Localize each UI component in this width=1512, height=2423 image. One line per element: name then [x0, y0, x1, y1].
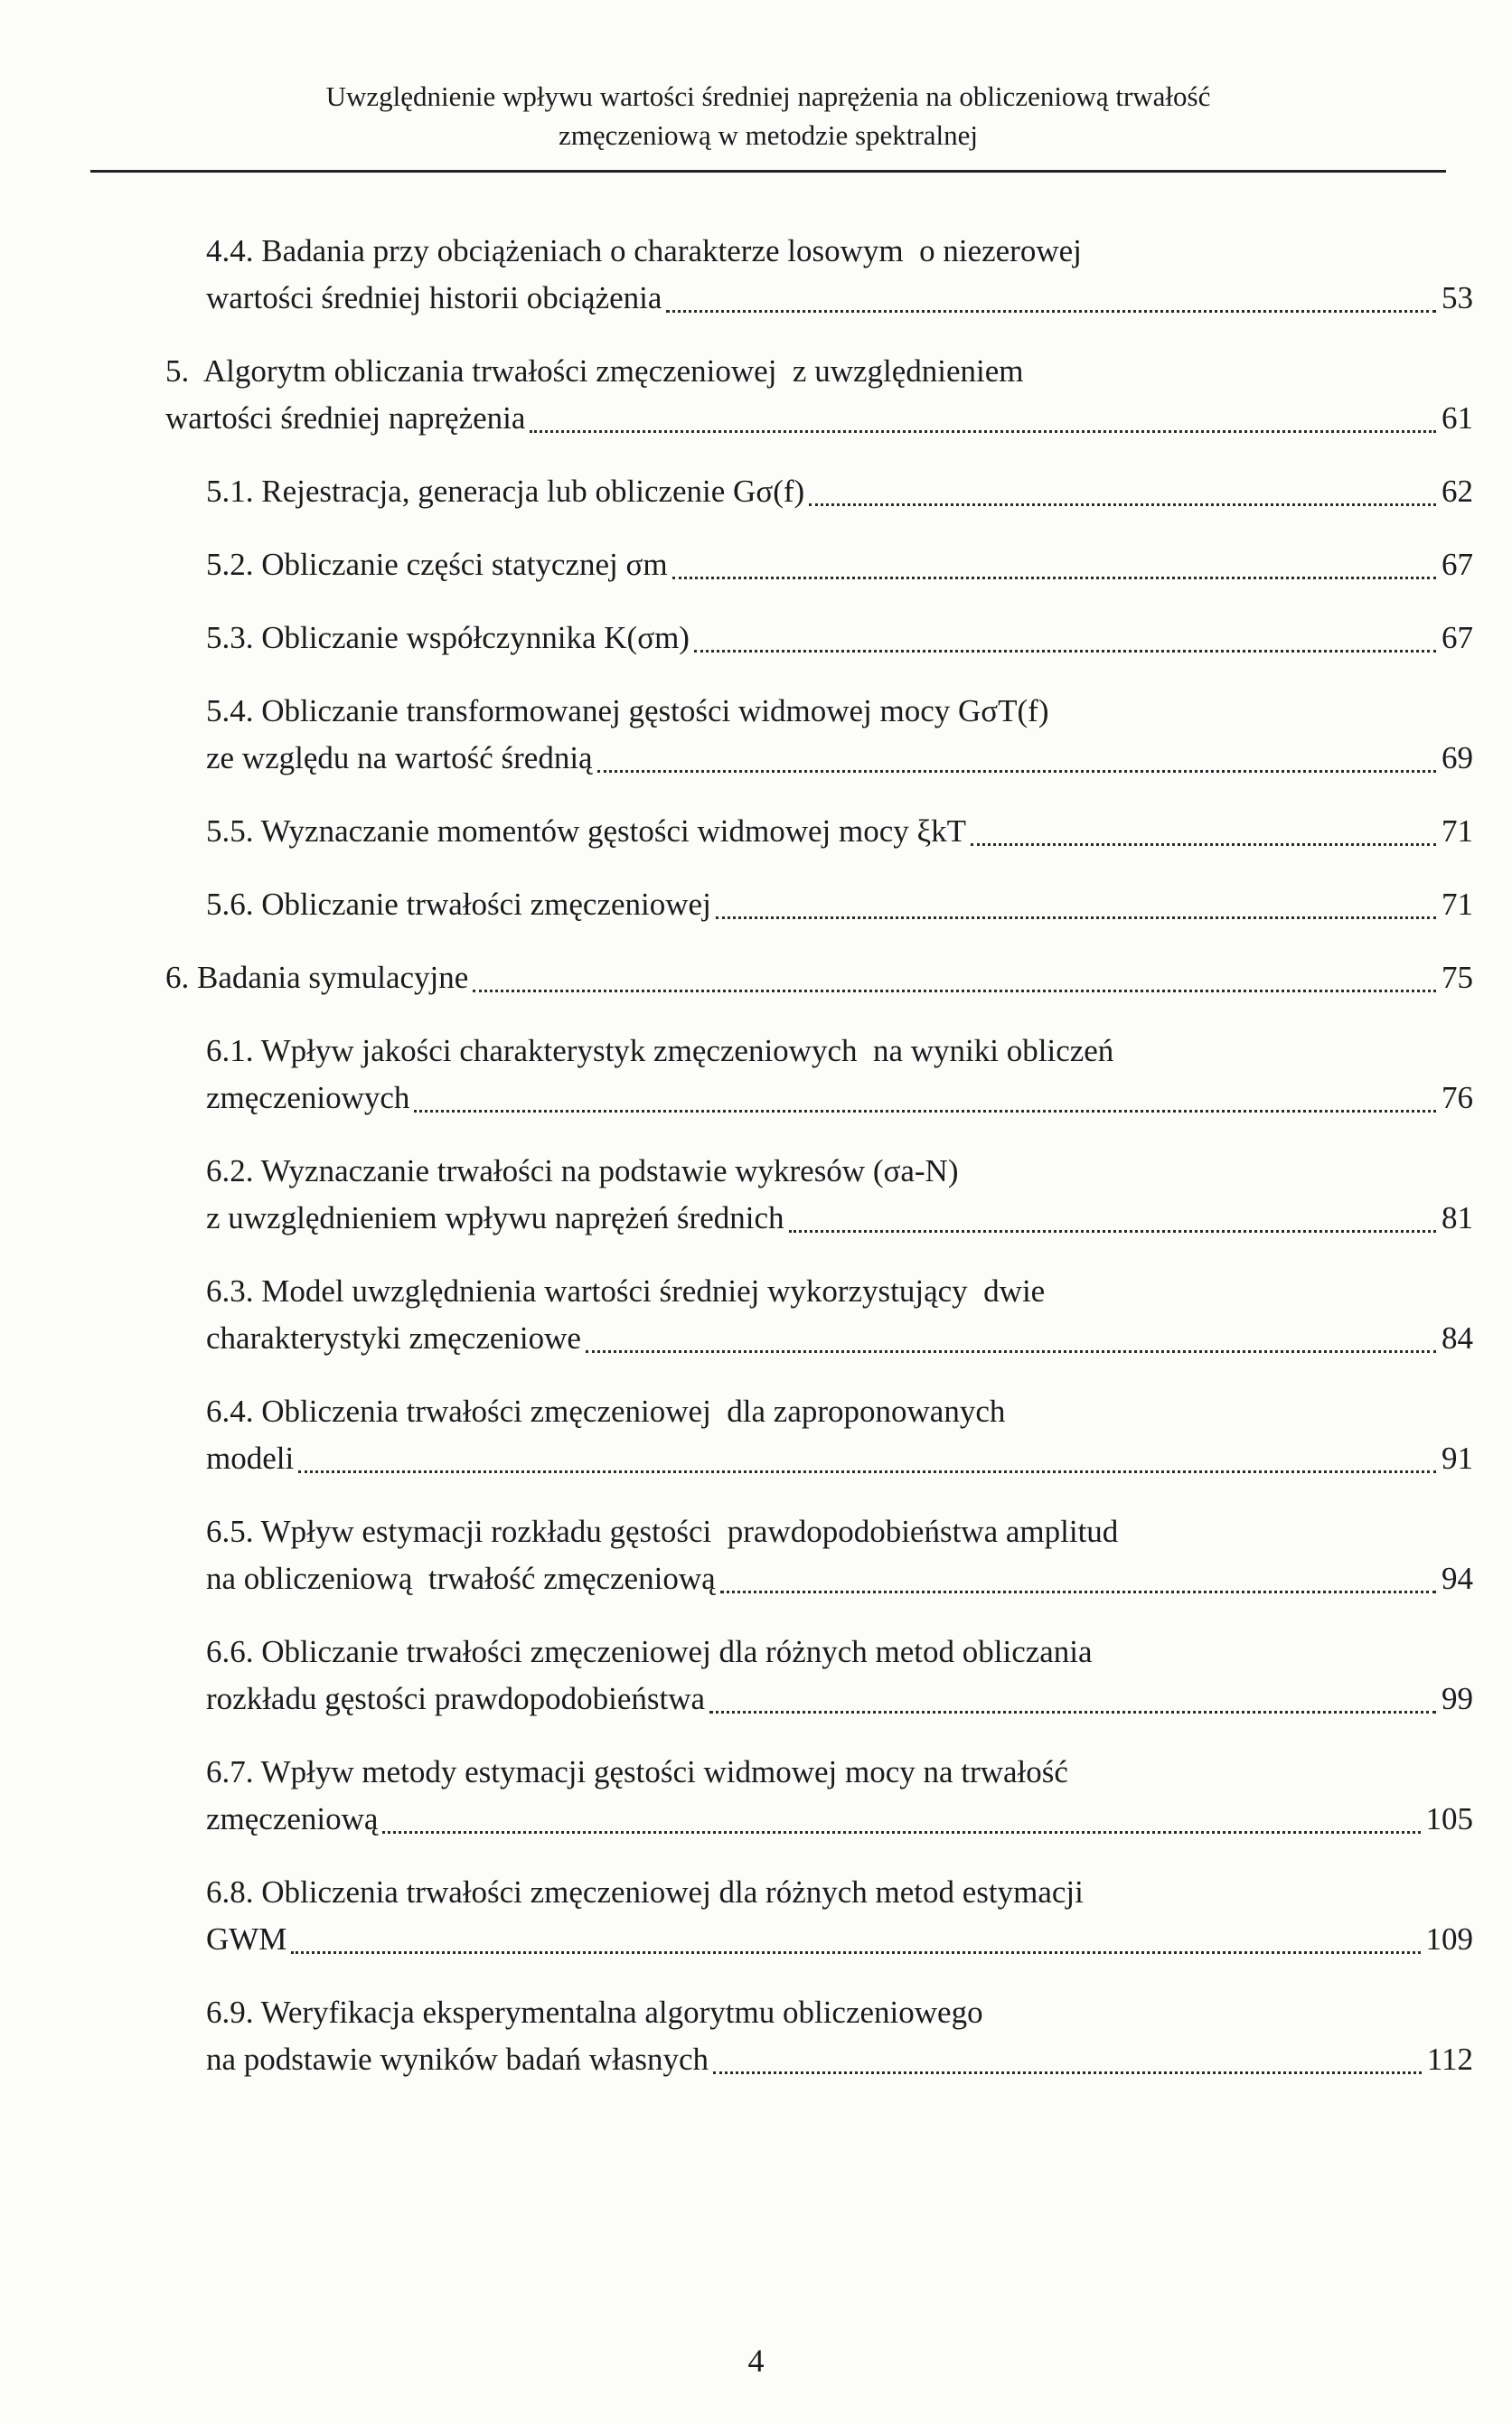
toc-entry-line: 6.5. Wpływ estymacji rozkładu gęstości prawdopodobieństwa amplitud	[206, 1514, 1119, 1549]
toc-entry	[165, 228, 1473, 322]
toc-entry-line: 6.1. Wpływ jakości charakterystyk zmęczeniowych na wyniki obliczeń	[206, 1033, 1114, 1068]
dotted-leader	[473, 990, 1436, 992]
toc-entry-lastline	[206, 881, 1473, 928]
toc-entry	[165, 808, 1473, 855]
toc-entry	[165, 688, 1473, 782]
toc-entry-line: 6.6. Obliczanie trwałości zmęczeniowej dla różnych metod obliczania	[206, 1634, 1093, 1669]
toc-entry	[165, 615, 1473, 662]
toc-entry	[165, 1508, 1473, 1602]
toc-page-number: 112	[1426, 2042, 1473, 2077]
dotted-leader	[809, 503, 1436, 506]
toc-entry-text: GWM	[206, 1921, 287, 1957]
toc-entry-text: ze względu na wartość średnią	[206, 740, 593, 775]
toc-list	[165, 228, 1473, 2109]
toc-entry-text: modeli	[206, 1441, 295, 1476]
toc-entry	[165, 348, 1473, 442]
toc-entry-lastline	[206, 1315, 1473, 1362]
toc-page-number: 53	[1442, 280, 1473, 315]
toc-entry	[165, 1148, 1473, 1242]
toc-entry-line: 6.2. Wyznaczanie trwałości na podstawie wykresów (σa-N)	[206, 1153, 959, 1188]
toc-entry	[165, 541, 1473, 588]
toc-entry-text: wartości średniej naprężenia	[165, 400, 526, 436]
toc-entry	[165, 1388, 1473, 1482]
toc-page-number: 76	[1442, 1080, 1473, 1115]
dotted-leader	[713, 2071, 1422, 2074]
dotted-leader	[586, 1350, 1436, 1353]
toc-entry-line: 4.4. Badania przy obciążeniach o charakterze losowym o niezerowej	[206, 233, 1082, 268]
toc-entry-lastline	[206, 1075, 1473, 1122]
toc-entry-lastline	[206, 275, 1473, 322]
running-head-line2: zmęczeniową w metodzie spektralnej	[559, 118, 978, 151]
toc-entry-line: 6.4. Obliczenia trwałości zmęczeniowej dla zaproponowanych	[206, 1394, 1006, 1429]
toc-entry-lastline	[206, 1555, 1473, 1602]
toc-entry-text: 5.3. Obliczanie współczynnika K(σm)	[206, 620, 690, 655]
dotted-leader	[298, 1470, 1436, 1473]
dotted-leader	[789, 1230, 1437, 1233]
toc-entry-text: 5.5. Wyznaczanie momentów gęstości widmowej mocy ξkT	[206, 813, 966, 849]
toc-entry-line: 5.4. Obliczanie transformowanej gęstości widmowej mocy GσT(f)	[206, 693, 1049, 728]
toc-entry-lastline	[206, 1195, 1473, 1242]
toc-entry-text: 5.2. Obliczanie części statycznej σm	[206, 547, 668, 582]
toc-entry	[165, 468, 1473, 515]
toc-entry-text: na podstawie wyników badań własnych	[206, 2042, 709, 2077]
toc-entry	[165, 1989, 1473, 2083]
toc-entry	[165, 1629, 1473, 1723]
toc-page-number: 105	[1425, 1801, 1473, 1836]
toc-entry-text: zmęczeniowych	[206, 1080, 410, 1115]
toc-entry	[165, 954, 1473, 1001]
toc-entry-lastline	[206, 615, 1473, 662]
toc-entry-lastline	[206, 1676, 1473, 1723]
toc-entry-line: 6.3. Model uwzględnienia wartości średniej wykorzystujący dwie	[206, 1273, 1046, 1309]
toc-page-number: 67	[1442, 547, 1473, 582]
toc-page-number: 94	[1442, 1561, 1473, 1596]
toc-entry-text: z uwzględnieniem wpływu naprężeń średnich	[206, 1200, 784, 1235]
toc-entry	[165, 1268, 1473, 1362]
toc-entry-lastline	[165, 395, 1473, 442]
dotted-leader	[971, 843, 1436, 846]
running-head	[90, 78, 1446, 173]
toc-entry	[165, 1028, 1473, 1122]
toc-page-number: 62	[1442, 474, 1473, 509]
toc-entry-text: 5.6. Obliczanie trwałości zmęczeniowej	[206, 887, 711, 922]
toc-entry-line: 5. Algorytm obliczania trwałości zmęczeniowej z uwzględnieniem	[165, 353, 1024, 389]
toc-entry-lastline	[206, 1796, 1473, 1843]
toc-page-number: 61	[1442, 400, 1473, 436]
dotted-leader	[694, 650, 1436, 653]
running-head-line1: Uwzględnienie wpływu wartości średniej naprężenia na obliczeniową trwałość	[325, 80, 1211, 112]
toc-entry-text: 6. Badania symulacyjne	[165, 960, 469, 995]
toc-entry-line: 6.8. Obliczenia trwałości zmęczeniowej dla różnych metod estymacji	[206, 1874, 1084, 1910]
dotted-leader	[672, 577, 1436, 579]
toc-entry-line: 6.7. Wpływ metody estymacji gęstości widmowej mocy na trwałość	[206, 1754, 1068, 1789]
dotted-leader	[720, 1591, 1436, 1593]
toc-page-number: 69	[1442, 740, 1473, 775]
toc-page-number: 91	[1442, 1441, 1473, 1476]
toc-entry-text: 5.1. Rejestracja, generacja lub obliczenie Gσ(f)	[206, 474, 805, 509]
toc-entry-lastline	[206, 1435, 1473, 1482]
toc-entry	[165, 881, 1473, 928]
toc-entry-lastline	[206, 808, 1473, 855]
toc-entry-lastline	[206, 1916, 1473, 1963]
toc-page-number: 99	[1442, 1681, 1473, 1716]
toc-page-number: 71	[1442, 813, 1473, 849]
toc-entry-lastline	[206, 2036, 1473, 2083]
toc-page-number: 84	[1442, 1320, 1473, 1356]
dotted-leader	[597, 770, 1436, 773]
toc-page-number: 67	[1442, 620, 1473, 655]
dotted-leader	[382, 1831, 1420, 1834]
dotted-leader	[291, 1951, 1420, 1954]
toc-entry-text: rozkładu gęstości prawdopodobieństwa	[206, 1681, 706, 1716]
toc-entry-lastline	[206, 735, 1473, 782]
toc-entry-text: wartości średniej historii obciążenia	[206, 280, 662, 315]
toc-entry-lastline	[206, 541, 1473, 588]
dotted-leader	[716, 916, 1436, 919]
toc-entry-lastline	[165, 954, 1473, 1001]
toc-page-number: 109	[1425, 1921, 1473, 1957]
toc-entry-line: 6.9. Weryfikacja eksperymentalna algorytmu obliczeniowego	[206, 1995, 983, 2030]
toc-entry-text: na obliczeniową trwałość zmęczeniową	[206, 1561, 716, 1596]
toc-entry	[165, 1869, 1473, 1963]
toc-entry-text: zmęczeniową	[206, 1801, 379, 1836]
toc-page-number: 81	[1442, 1200, 1473, 1235]
page-number-footer: 4	[747, 2343, 765, 2379]
toc-entry-text: charakterystyki zmęczeniowe	[206, 1320, 581, 1356]
dotted-leader	[530, 430, 1436, 433]
toc-page-number: 71	[1442, 887, 1473, 922]
dotted-leader	[414, 1110, 1436, 1113]
toc-page-number: 75	[1442, 960, 1473, 995]
toc-entry	[165, 1749, 1473, 1843]
toc-entry-lastline	[206, 468, 1473, 515]
dotted-leader	[666, 310, 1436, 313]
dotted-leader	[709, 1711, 1436, 1714]
